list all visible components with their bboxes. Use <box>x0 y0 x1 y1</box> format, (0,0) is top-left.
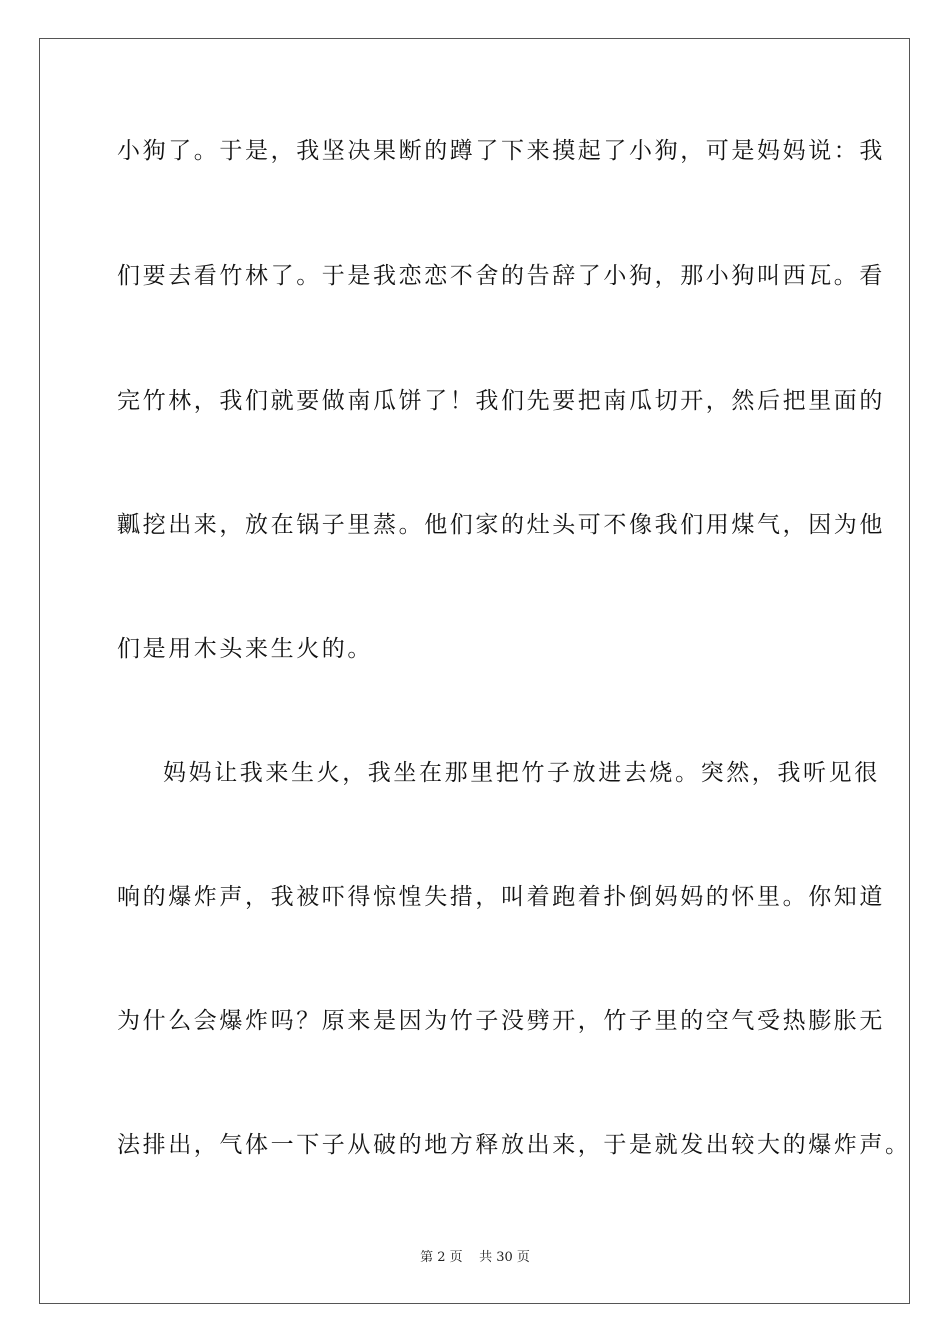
text-line-6: 妈妈让我来生火，我坐在那里把竹子放进去烧。突然，我听见很 <box>163 760 880 786</box>
text-line-7: 响的爆炸声，我被吓得惊惶失措，叫着跑着扑倒妈妈的怀里。你知道 <box>117 884 885 910</box>
page-number-footer: 第 2 页 共 30 页 <box>420 1250 530 1265</box>
page-border <box>39 38 910 1304</box>
text-line-5: 们是用木头来生火的。 <box>117 636 373 662</box>
text-line-9: 法排出，气体一下子从破的地方释放出来，于是就发出较大的爆炸声。 <box>117 1132 911 1158</box>
text-line-8: 为什么会爆炸吗？原来是因为竹子没劈开，竹子里的空气受热膨胀无 <box>117 1008 885 1034</box>
text-line-1: 小狗了。于是，我坚决果断的蹲了下来摸起了小狗，可是妈妈说：我 <box>117 138 885 164</box>
text-line-4: 瓤挖出来，放在锅子里蒸。他们家的灶头可不像我们用煤气，因为他 <box>117 512 885 538</box>
text-line-2: 们要去看竹林了。于是我恋恋不舍的告辞了小狗，那小狗叫西瓦。看 <box>117 263 885 289</box>
text-line-3: 完竹林，我们就要做南瓜饼了！我们先要把南瓜切开，然后把里面的 <box>117 388 885 414</box>
